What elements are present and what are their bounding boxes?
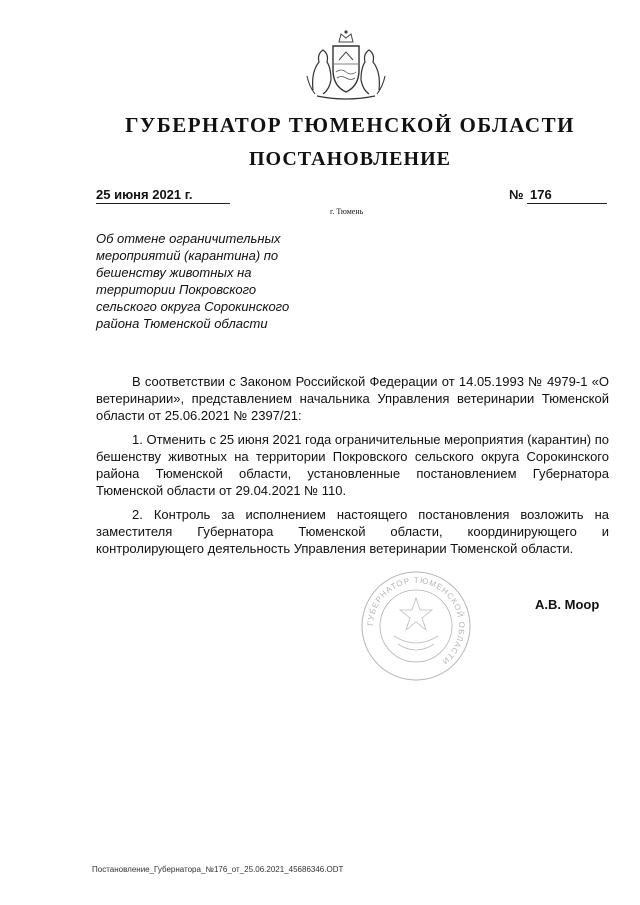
- seal-text: ГУБЕРНАТОР ТЮМЕНСКОЙ ОБЛАСТИ: [365, 575, 467, 667]
- coat-of-arms-icon: [303, 28, 389, 102]
- document-type-heading: ПОСТАНОВЛЕНИЕ: [249, 148, 451, 170]
- document-subject: Об отмене ограничительных мероприятий (карантина) по бешенству животных на территории Покровского сельского округа Сорокинского района Тюменской области: [96, 231, 290, 331]
- authority-heading: ГУБЕРНАТОР ТЮМЕНСКОЙ ОБЛАСТИ: [125, 113, 575, 137]
- signer-name: А.В. Моор: [535, 597, 600, 612]
- document-body: [96, 373, 609, 564]
- document-number: 176: [527, 187, 607, 204]
- document-date: 25 июня 2021 г.: [96, 187, 230, 204]
- item-2-paragraph: 2. Контроль за исполнением настоящего постановления возложить на заместителя Губернатора Тюменской области, координирующего и контролирующего деятельность Управления ветеринарии Тюменской области.: [96, 507, 609, 556]
- file-name-footer: Постановление_Губернатора_№176_от_25.06.2021_45686346.ODT: [92, 865, 344, 874]
- official-seal-icon: [360, 570, 472, 682]
- item-1-paragraph: 1. Отменить с 25 июня 2021 года ограничительные мероприятия (карантин) по бешенству животных на территории Покровского сельского округа Сорокинского района Тюменской области, установленные постановлением Губернатора Тюменской области от 29.04.2021 № 110.: [96, 432, 609, 498]
- preamble-paragraph: В соответствии с Законом Российской Федерации от 14.05.1993 № 4979-1 «О ветеринарии», представлением начальника Управления ветеринарии Тюменской области от 25.06.2021 № 2397/21:: [96, 374, 609, 423]
- document-city: г. Тюмень: [330, 207, 364, 216]
- svg-text:ГУБЕРНАТОР ТЮМЕНСКОЙ ОБЛАСТИ: [366, 576, 466, 666]
- document-number-label: №: [509, 187, 524, 202]
